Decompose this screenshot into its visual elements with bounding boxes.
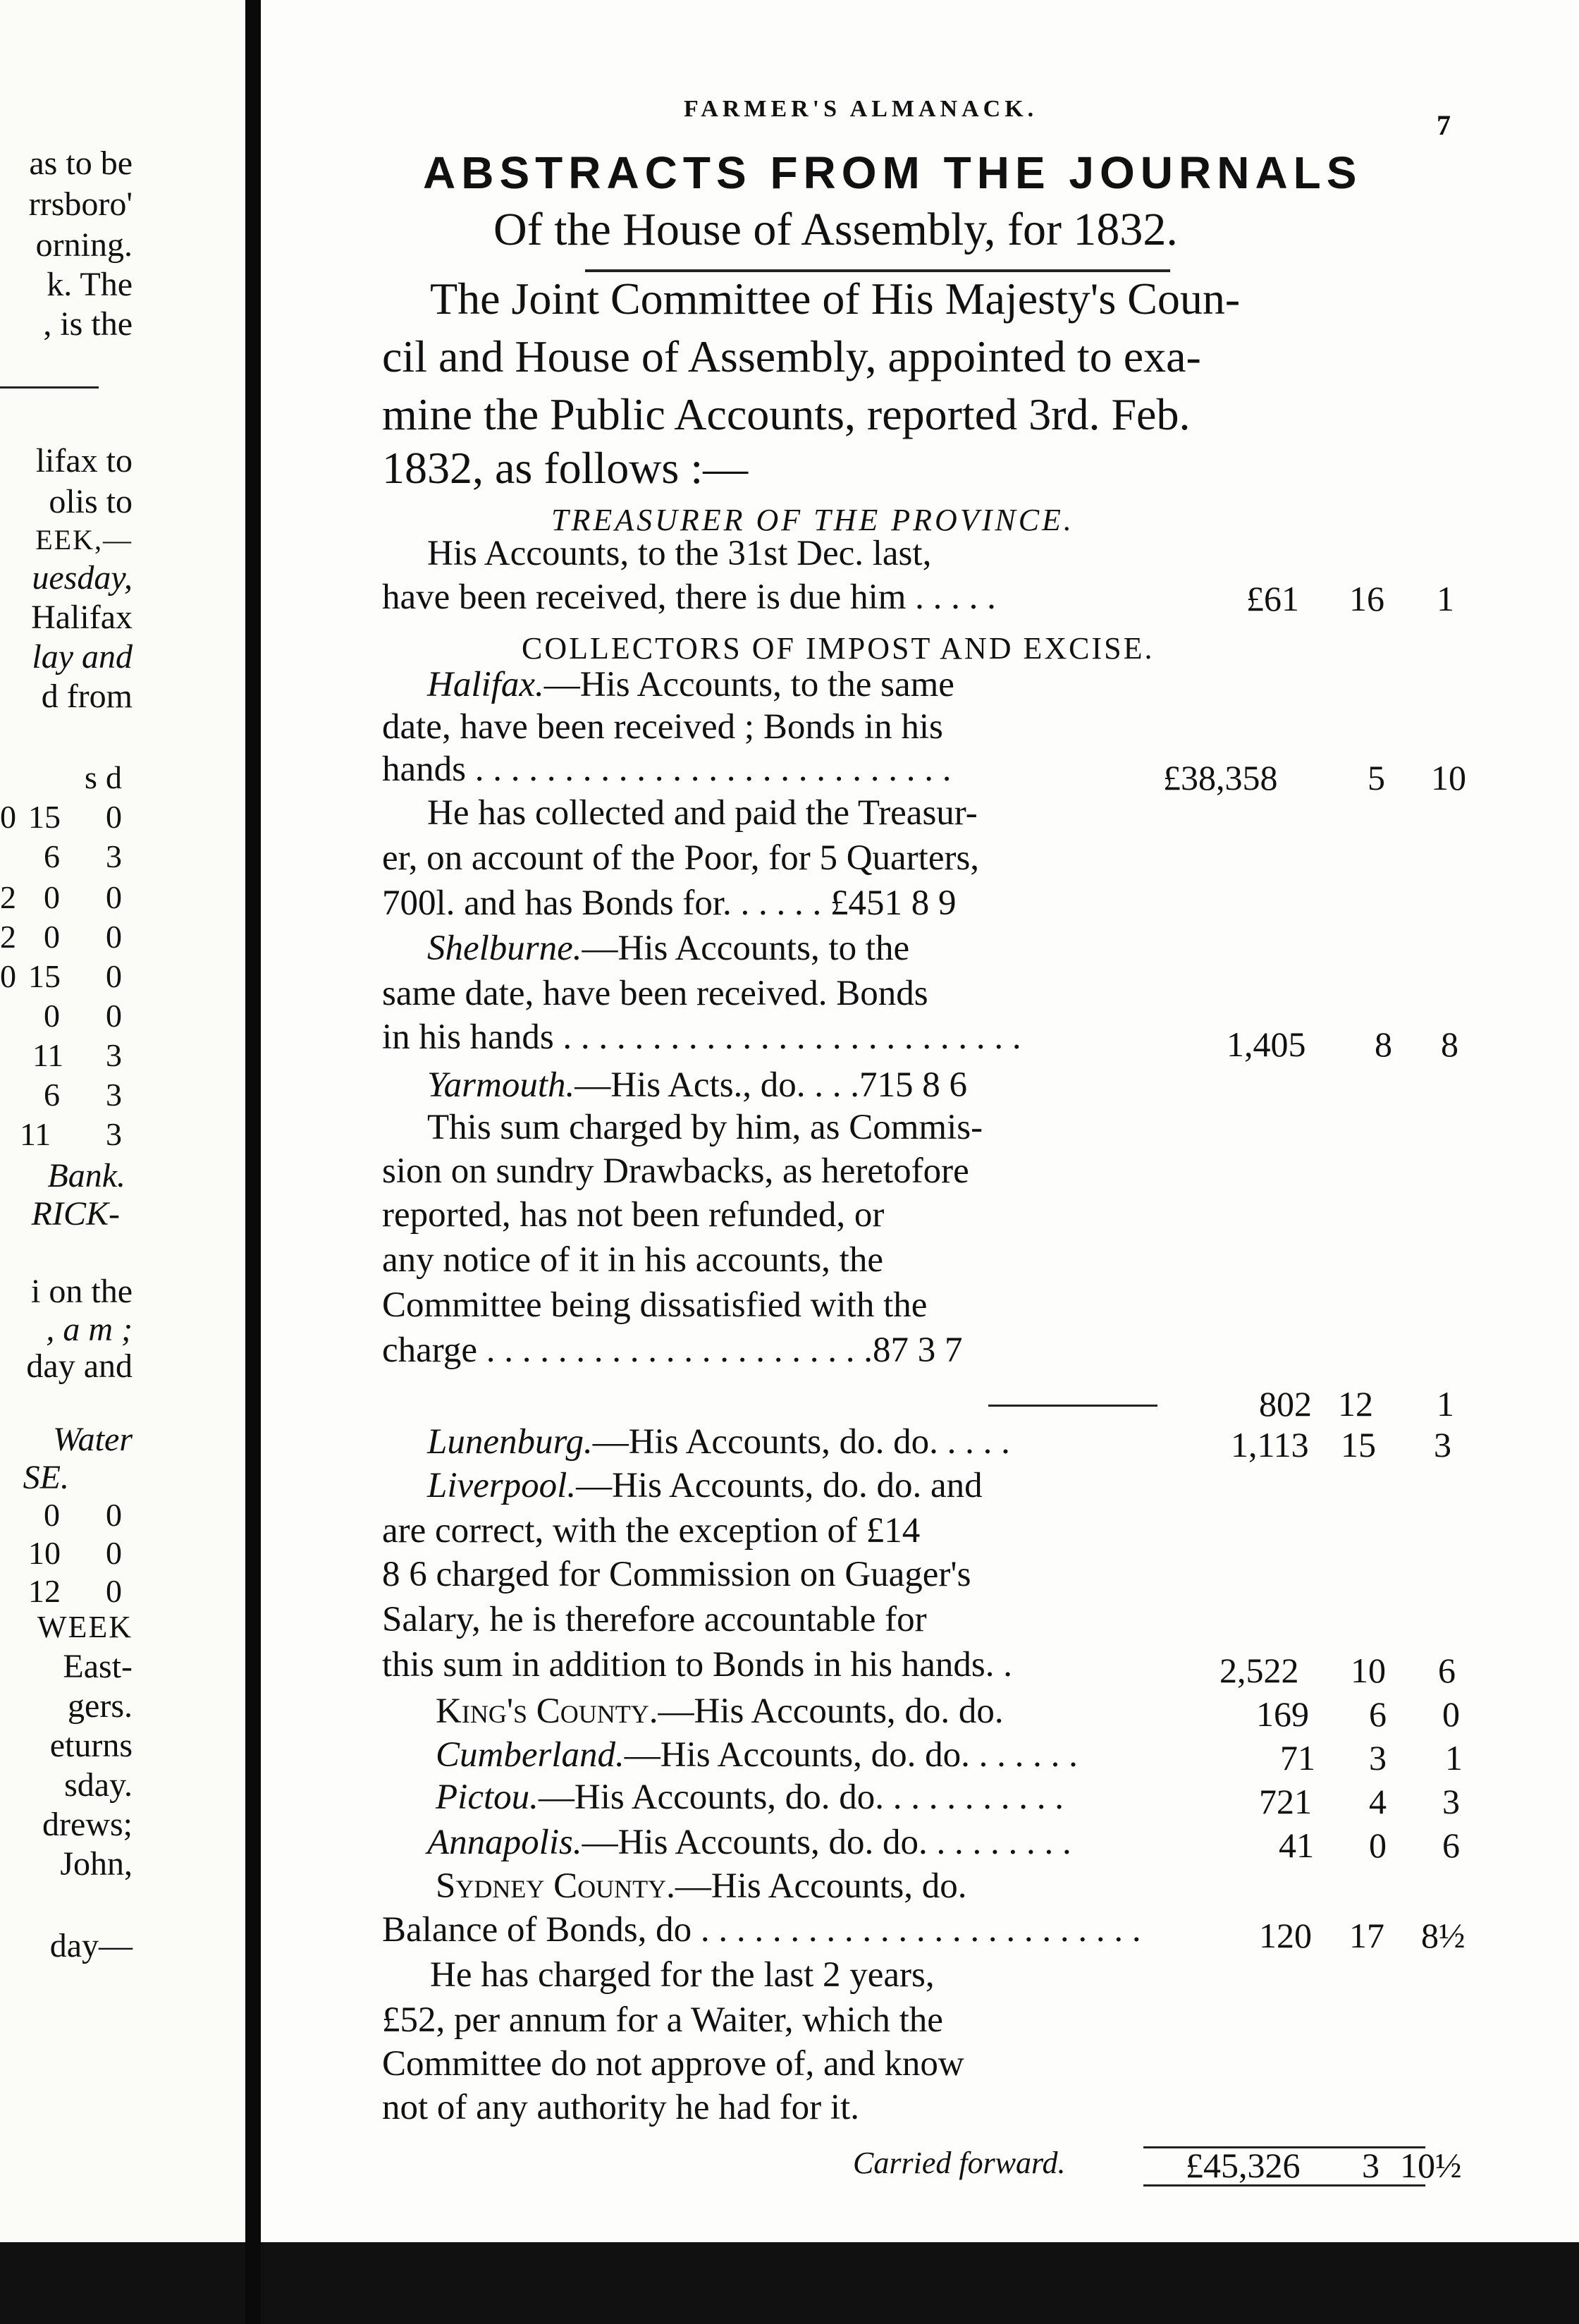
table-cell: 12 xyxy=(28,1573,61,1609)
text-line: Committee do not approve of, and know xyxy=(382,2044,964,2084)
left-page-fragment xyxy=(0,0,245,2242)
entry-yarmouth: Yarmouth.—His Acts., do. . . .715 8 6 xyxy=(427,1065,968,1105)
left-page-line: eturns xyxy=(49,1727,133,1764)
place-name: Pictou. xyxy=(436,1778,539,1817)
left-page-line: olis to xyxy=(49,483,133,520)
text-line: This sum charged by him, as Commis- xyxy=(427,1108,983,1147)
text-line: He has charged for the last 2 years, xyxy=(430,1955,935,1995)
table-cell: 0 xyxy=(106,958,122,994)
left-page-line: gers. xyxy=(68,1687,133,1725)
entry-sydney-county: Sydney County.—His Accounts, do. xyxy=(436,1866,967,1906)
place-name: Sydney County. xyxy=(436,1866,675,1906)
amount-pence: 0 xyxy=(1442,1694,1460,1734)
table-cell: 6 xyxy=(44,1077,60,1113)
text-line: er, on account of the Poor, for 5 Quarters, xyxy=(382,838,980,878)
amount-pounds: 721 xyxy=(1259,1782,1312,1821)
text-line: reported, has not been refunded, or xyxy=(382,1195,885,1235)
table-cell: 15 xyxy=(28,958,61,994)
text-line: His Accounts, to the 31st Dec. last, xyxy=(427,534,932,573)
amount-shillings: 12 xyxy=(1338,1384,1373,1424)
entry-cumberland: Cumberland.—His Accounts, do. do. . . . . . . xyxy=(436,1735,1078,1775)
text-line: £52, per annum for a Waiter, which the xyxy=(382,2000,943,2040)
text-line: Salary, he is therefore accountable for xyxy=(382,1600,927,1639)
text-line: have been received, there is due him . . . . . xyxy=(382,577,996,617)
subtotal-rule xyxy=(988,1405,1157,1407)
left-page-line: lifax to xyxy=(35,442,133,479)
table-cell: 2 xyxy=(0,879,16,915)
amount-pence: 1 xyxy=(1437,579,1454,618)
page-title: ABSTRACTS FROM THE JOURNALS xyxy=(423,147,1363,198)
amount-pounds: 802 xyxy=(1259,1384,1312,1424)
entry-halifax: Halifax.—His Accounts, to the same xyxy=(427,665,954,704)
left-page-line: Water xyxy=(53,1421,133,1458)
left-page-line: uesday, xyxy=(32,559,133,597)
left-page-line: rrsboro' xyxy=(28,185,133,223)
intro-line: cil and House of Assembly, appointed to exa- xyxy=(382,331,1201,381)
section-heading-treasurer: TREASURER OF THE PROVINCE. xyxy=(551,503,1074,537)
amount-pounds: 41 xyxy=(1279,1825,1314,1865)
left-page-line: , a m ; xyxy=(46,1311,133,1348)
table-cell: 6 xyxy=(44,838,60,874)
table-cell: 0 xyxy=(106,1497,122,1533)
amount-pence: 1 xyxy=(1437,1384,1454,1424)
intro-line: 1832, as follows :— xyxy=(382,443,749,493)
text-line: are correct, with the exception of £14 xyxy=(382,1511,921,1551)
book-gutter xyxy=(245,0,261,2324)
table-cell: 0 xyxy=(106,919,122,955)
amount-pence: 3 xyxy=(1442,1782,1460,1821)
left-page-line: John, xyxy=(60,1845,133,1883)
section-heading-collectors: COLLECTORS OF IMPOST AND EXCISE. xyxy=(522,631,1155,666)
intro-line: The Joint Committee of His Majesty's Coun- xyxy=(430,274,1241,324)
table-cell: 15 xyxy=(28,799,61,835)
amount-shillings: 0 xyxy=(1369,1825,1387,1865)
text-line: any notice of it in his accounts, the xyxy=(382,1240,883,1280)
amount-pounds: £45,326 xyxy=(1186,2146,1301,2185)
left-page-line: WEEK xyxy=(37,1610,133,1644)
left-page-line: East- xyxy=(63,1648,133,1685)
text-line: same date, have been received. Bonds xyxy=(382,974,928,1013)
entry-pictou: Pictou.—His Accounts, do. do. . . . . . . . . . . xyxy=(436,1778,1064,1817)
carried-forward-label: Carried forward. xyxy=(853,2146,1066,2180)
amount-pence: 10 xyxy=(1431,758,1466,797)
left-page-line: RICK- xyxy=(31,1195,120,1233)
table-cell: 10 xyxy=(28,1535,61,1571)
table-cell: 0 xyxy=(0,958,16,994)
left-page-line: as to be xyxy=(29,145,133,182)
left-page-line: day and xyxy=(26,1347,133,1385)
amount-pence: 6 xyxy=(1438,1651,1456,1690)
table-cell: 3 xyxy=(106,1077,122,1113)
table-cell: 0 xyxy=(106,799,122,835)
place-name: Halifax. xyxy=(427,665,544,704)
amount-shillings: 5 xyxy=(1368,758,1385,797)
intro-line: mine the Public Accounts, reported 3rd. Feb. xyxy=(382,389,1191,439)
right-page xyxy=(261,0,1579,2242)
table-cell: 0 xyxy=(106,1573,122,1609)
amount-pounds: £61 xyxy=(1246,579,1299,618)
amount-pounds: 169 xyxy=(1256,1694,1309,1734)
place-name: Lunenburg. xyxy=(427,1422,593,1462)
amount-pounds: 1,113 xyxy=(1231,1425,1309,1464)
table-cell: 0 xyxy=(44,998,60,1034)
amount-pounds: 2,522 xyxy=(1219,1651,1299,1690)
amount-pence: 8 xyxy=(1441,1025,1458,1064)
amount-shillings: 17 xyxy=(1349,1916,1384,1955)
column-header: d xyxy=(106,759,122,795)
left-page-line: Bank. xyxy=(47,1157,125,1194)
amount-shillings: 3 xyxy=(1362,2146,1380,2185)
left-page-line: EEK,— xyxy=(35,524,133,556)
text-line: this sum in addition to Bonds in his hands. . xyxy=(382,1645,1012,1684)
left-page-line: lay and xyxy=(32,638,133,675)
text-line: sion on sundry Drawbacks, as heretofore xyxy=(382,1151,969,1191)
place-name: Yarmouth. xyxy=(427,1065,575,1105)
left-page-line: Halifax xyxy=(31,599,133,636)
amount-shillings: 10 xyxy=(1351,1651,1386,1690)
amount-pounds: £38,358 xyxy=(1163,758,1278,797)
amount-shillings: 15 xyxy=(1341,1425,1376,1464)
amount-pounds: 120 xyxy=(1259,1916,1312,1955)
place-name: Annapolis. xyxy=(427,1823,582,1862)
amount-pence: 8½ xyxy=(1421,1916,1466,1955)
place-name: Cumberland. xyxy=(436,1735,625,1775)
text-line: Balance of Bonds, do . . . . . . . . . . . . . . . . . . . . . . . . . xyxy=(382,1910,1141,1950)
table-cell: 11 xyxy=(32,1037,64,1073)
amount-pounds: 1,405 xyxy=(1227,1025,1306,1064)
text-line: He has collected and paid the Treasur- xyxy=(427,793,978,833)
text-line: Committee being dissatisfied with the xyxy=(382,1285,928,1325)
running-head: FARMER'S ALMANACK. xyxy=(684,96,1038,122)
table-cell: 0 xyxy=(44,919,60,955)
place-name: King's County. xyxy=(436,1692,658,1731)
place-name: Shelburne. xyxy=(427,929,582,968)
table-cell: 0 xyxy=(44,1497,60,1533)
text-line: hands . . . . . . . . . . . . . . . . . . . . . . . . . . . xyxy=(382,750,952,789)
table-cell: 11 xyxy=(20,1116,51,1152)
text-line: date, have been received ; Bonds in his xyxy=(382,707,943,747)
table-cell: 0 xyxy=(106,998,122,1034)
text-line: not of any authority he had for it. xyxy=(382,2088,859,2127)
text-line: 700l. and has Bonds for. . . . . . £451 8 9 xyxy=(382,883,957,923)
column-header: s xyxy=(85,759,97,795)
table-cell: 3 xyxy=(106,1116,122,1152)
entry-annapolis: Annapolis.—His Accounts, do. do. . . . . . . . . xyxy=(427,1823,1071,1862)
table-cell: 0 xyxy=(44,879,60,915)
entry-lunenburg: Lunenburg.—His Accounts, do. do. . . . . xyxy=(427,1422,1010,1462)
entry-kings-county: King's County.—His Accounts, do. do. xyxy=(436,1692,1004,1731)
table-cell: 0 xyxy=(0,799,16,835)
left-page-divider xyxy=(0,386,99,389)
page-subtitle: Of the House of Assembly, for 1832. xyxy=(493,204,1178,255)
title-rule xyxy=(585,269,1170,272)
left-page-line: d from xyxy=(41,678,133,715)
entry-liverpool: Liverpool.—His Accounts, do. do. and xyxy=(427,1466,983,1505)
left-page-line: sday. xyxy=(64,1766,133,1804)
amount-pence: 3 xyxy=(1434,1425,1451,1464)
place-name: Liverpool. xyxy=(427,1466,577,1505)
amount-shillings: 4 xyxy=(1369,1782,1387,1821)
table-cell: 3 xyxy=(106,1037,122,1073)
left-page-line: orning. xyxy=(35,226,133,264)
amount-pence: 1 xyxy=(1445,1738,1463,1778)
left-page-line: drews; xyxy=(42,1806,133,1843)
table-cell: 0 xyxy=(106,879,122,915)
text-line: in his hands . . . . . . . . . . . . . . . . . . . . . . . . . . xyxy=(382,1017,1021,1057)
left-page-line: day— xyxy=(49,1927,133,1964)
left-page-line: k. The xyxy=(47,266,133,303)
table-cell: 2 xyxy=(0,919,16,955)
text-line: charge . . . . . . . . . . . . . . . . . . . . . .87 3 7 xyxy=(382,1331,963,1370)
amount-pounds: 71 xyxy=(1280,1738,1315,1778)
amount-shillings: 3 xyxy=(1369,1738,1387,1778)
amount-shillings: 6 xyxy=(1369,1694,1387,1734)
amount-shillings: 8 xyxy=(1375,1025,1392,1064)
left-page-line: i on the xyxy=(31,1273,133,1310)
entry-shelburne: Shelburne.—His Accounts, to the xyxy=(427,929,910,968)
text-line: 8 6 charged for Commission on Guager's xyxy=(382,1555,971,1594)
total-rule-bottom xyxy=(1143,2184,1425,2187)
amount-pence: 10½ xyxy=(1400,2146,1462,2185)
page-number: 7 xyxy=(1437,109,1451,141)
left-page-line: SE. xyxy=(23,1459,69,1496)
amount-shillings: 16 xyxy=(1349,579,1384,618)
table-cell: 3 xyxy=(106,838,122,874)
amount-pence: 6 xyxy=(1442,1825,1460,1865)
table-cell: 0 xyxy=(106,1535,122,1571)
left-page-line: , is the xyxy=(43,305,133,343)
